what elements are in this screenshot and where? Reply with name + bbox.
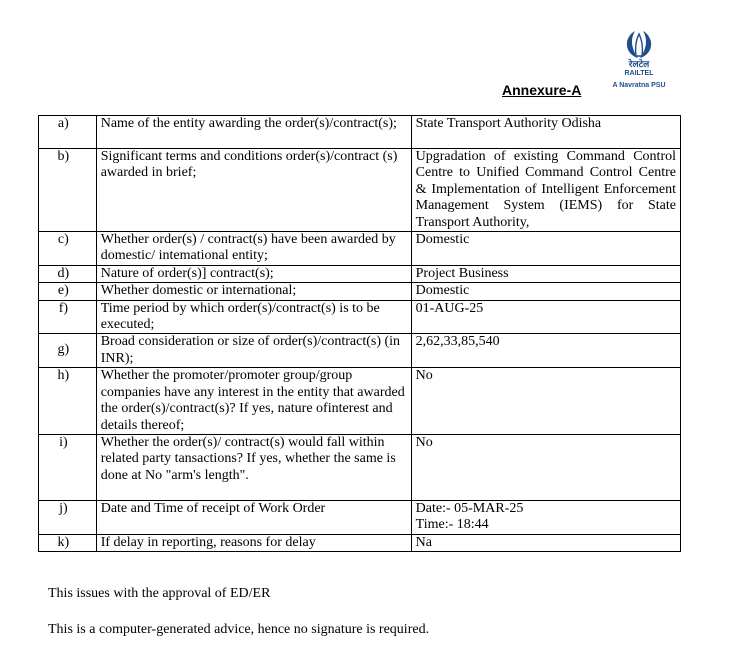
disclosure-table [38,115,681,552]
table-row [39,149,681,232]
row-question: If delay in reporting, reasons for delay [96,534,411,551]
row-label: b) [39,149,97,232]
row-answer: No [411,434,680,500]
railtel-logo [604,30,674,100]
row-question: Date and Time of receipt of Work Order [96,500,411,534]
table-row [39,334,681,368]
table-row [39,434,681,500]
row-question: Broad consideration or size of order(s)/contract(s) (in INR); [96,334,411,368]
row-label: g) [39,334,97,368]
row-label: i) [39,434,97,500]
approval-note: This issues with the approval of ED/ER [48,586,271,601]
logo-tagline: A Navratna PSU [612,82,666,89]
row-answer: 2,62,33,85,540 [411,334,680,368]
signature-note: This is a computer-generated advice, hence no signature is required. [48,622,430,637]
row-answer [411,500,680,534]
row-question: Name of the entity awarding the order(s)/contract(s); [96,116,411,149]
row-label: e) [39,283,97,300]
row-label: a) [39,116,97,149]
row-answer: Domestic [411,232,680,266]
row-answer: 01-AUG-25 [411,300,680,334]
table-row [39,116,681,149]
page-title: Annexure-A [502,82,582,98]
row-answer: State Transport Authority Odisha [411,116,680,149]
row-label: f) [39,300,97,334]
row-question: Time period by which order(s)/contract(s) is to be executed; [96,300,411,334]
row-label: d) [39,265,97,282]
row-label: c) [39,232,97,266]
table-row [39,500,681,534]
row-answer: Na [411,534,680,551]
table-row [39,283,681,300]
logo-brand-text: RAILTEL [624,70,654,77]
row-label: h) [39,368,97,435]
receipt-time: Time:- 18:44 [415,517,489,533]
row-label: k) [39,534,97,551]
row-question: Whether the order(s)/ contract(s) would fall within related party tansactions? If yes, whether the same is done at No "arm's length". [96,434,411,500]
table-row [39,265,681,282]
receipt-date: Date:- 05-MAR-25 [415,500,524,516]
table-row [39,300,681,334]
table-row [39,368,681,435]
row-answer: Project Business [411,265,680,282]
row-label: j) [39,500,97,534]
row-question: Whether order(s) / contract(s) have been awarded by domestic/ intemational entity; [96,232,411,266]
row-question: Nature of order(s)] contract(s); [96,265,411,282]
row-answer: Upgradation of existing Command Control Centre to Unified Command Control Centre & Implementation of Intelligent Enforcement Management System (IEMS) for State Transport Authority, [411,149,680,232]
row-answer: Domestic [411,283,680,300]
row-answer: No [411,368,680,435]
logo-hindi-text: रेलटेल [628,60,650,70]
railtel-logo-icon [621,30,657,60]
row-question: Significant terms and conditions order(s)/contract (s) awarded in brief; [96,149,411,232]
table-row [39,232,681,266]
table-row [39,534,681,551]
row-question: Whether domestic or international; [96,283,411,300]
row-question: Whether the promoter/promoter group/group companies have any interest in the entity that awarded the order(s)/contract(s)? If yes, nature ofinterest and details thereof; [96,368,411,435]
